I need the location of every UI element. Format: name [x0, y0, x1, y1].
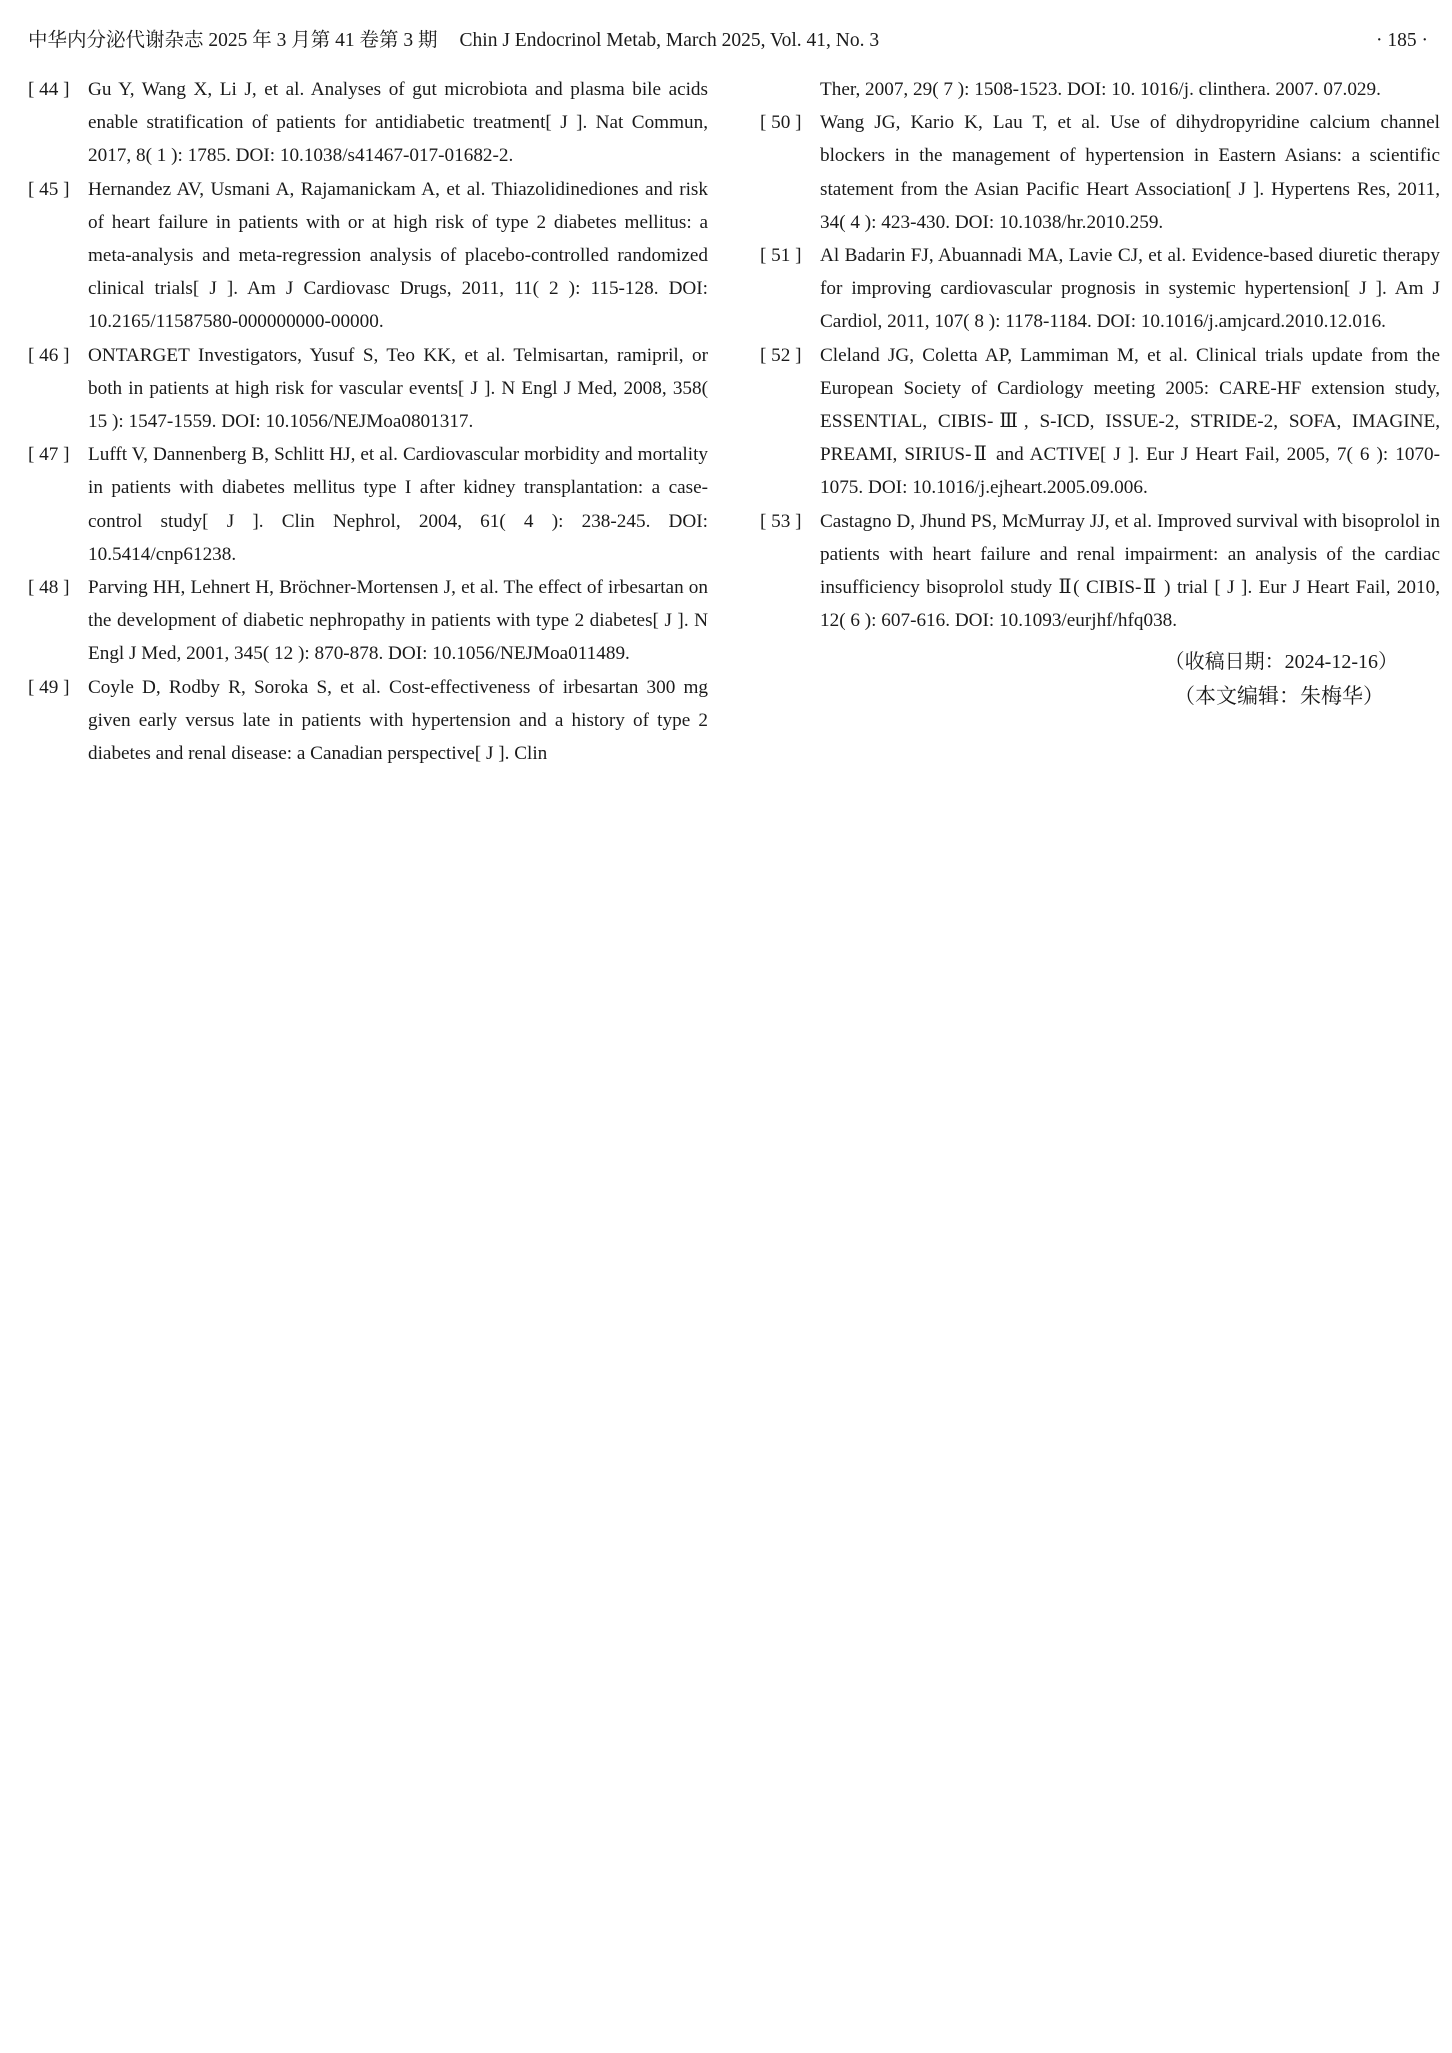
reference-number: [ 50 ]: [760, 112, 802, 134]
reference-number: [ 51 ]: [760, 245, 802, 267]
reference-item: [28, 571, 708, 671]
reference-item: [28, 173, 708, 339]
reference-text: Cleland JG, Coletta AP, Lammiman M, et al. Clinical trials update from the European Society of Cardiology meeting 2005: CARE-HF extension study, ESSENTIAL, CIBIS-Ⅲ, S-ICD, ISSUE-2, STRIDE-2, SOFA, IMAGINE, PREAMI, SIRIUS-Ⅱ and ACTIVE[ J ]. Eur J Heart Fail, 2005, 7( 6 ): 1070-1075. DOI: 10.1016/j.ejheart.2005.09.006.: [820, 344, 1440, 499]
reference-text: Wang JG, Kario K, Lau T, et al. Use of dihydropyridine calcium channel blockers in the management of hypertension in Eastern Asians: a scientific statement from the Asian Pacific Heart Association[ J ]. Hypertens Res, 2011, 34( 4 ): 423-430. DOI: 10.1038/hr.2010.259.: [820, 112, 1440, 233]
reference-text: Gu Y, Wang X, Li J, et al. Analyses of gut microbiota and plasma bile acids enable stratification of patients for antidiabetic treatment[ J ]. Nat Commun, 2017, 8( 1 ): 1785. DOI: 10.1038/s41467-017-01682-2.: [88, 79, 708, 167]
reference-item: [28, 73, 708, 173]
reference-number: [ 49 ]: [28, 676, 70, 698]
reference-number: [ 48 ]: [28, 577, 70, 599]
reference-text: Parving HH, Lehnert H, Bröchner-Mortensen J, et al. The effect of irbesartan on the development of diabetic nephropathy in patients with type 2 diabetes[ J ]. N Engl J Med, 2001, 345( 12 ): 870-878. DOI: 10.1056/NEJMoa011489.: [88, 577, 708, 665]
reference-item: [760, 339, 1440, 505]
reference-column-right: [760, 73, 1440, 713]
reference-number: [ 45 ]: [28, 178, 70, 200]
reference-continuation: Ther, 2007, 29( 7 ): 1508-1523. DOI: 10. 1016/j. clinthera. 2007. 07.029.: [820, 79, 1381, 100]
reference-number: [ 46 ]: [28, 344, 70, 366]
reference-text: ONTARGET Investigators, Yusuf S, Teo KK, et al. Telmisartan, ramipril, or both in patients at high risk for vascular events[ J ]. N Engl J Med, 2008, 358( 15 ): 1547-1559. DOI: 10.1056/NEJMoa0801317.: [88, 344, 708, 433]
reference-column-left: [28, 73, 708, 770]
received-date: （收稿日期：2024-12-16）: [1164, 651, 1398, 674]
reference-text: Coyle D, Rodby R, Soroka S, et al. Cost-effectiveness of irbesartan 300 mg given early versus late in patients with hypertension and a history of type 2 diabetes and renal disease: a Canadian perspective[ J ]. Clin: [88, 676, 708, 765]
reference-item: [28, 671, 708, 771]
reference-number: [ 53 ]: [760, 510, 802, 532]
reference-text: Al Badarin FJ, Abuannadi MA, Lavie CJ, et al. Evidence-based diuretic therapy for improving cardiovascular prognosis in systemic hypertension[ J ]. Am J Cardiol, 2011, 107( 8 ): 1178-1184. DOI: 10.1016/j.amjcard.2010.12.016.: [820, 245, 1440, 333]
reference-text: Lufft V, Dannenberg B, Schlitt HJ, et al. Cardiovascular morbidity and mortality in patients with diabetes mellitus type I after kidney transplantation: a case-control study[ J ]. Clin Nephrol, 2004, 61( 4 ): 238-245. DOI: 10.5414/cnp61238.: [88, 444, 708, 565]
reference-text: Hernandez AV, Usmani A, Rajamanickam A, et al. Thiazolidinediones and risk of heart failure in patients with or at high risk of type 2 diabetes mellitus: a meta-analysis and meta-regression analysis of placebo-controlled randomized clinical trials[ J ]. Am J Cardiovasc Drugs, 2011, 11( 2 ): 115-128. DOI: 10.2165/11587580-000000000-00000.: [88, 178, 708, 333]
journal-title-en: Chin J Endocrinol Metab, March 2025, Vol. 41, No. 3: [459, 30, 880, 51]
journal-title-cn: 中华内分泌代谢杂志 2025 年 3 月第 41 卷第 3 期: [28, 30, 438, 51]
reference-number: [ 44 ]: [28, 79, 70, 100]
reference-number: [ 47 ]: [28, 444, 70, 466]
reference-item: [760, 239, 1440, 339]
page-number: · 185 ·: [1376, 30, 1428, 51]
running-header: [28, 26, 1428, 56]
reference-item: [760, 505, 1440, 638]
reference-item: [760, 106, 1440, 239]
reference-item: [28, 339, 708, 439]
reference-text: Castagno D, Jhund PS, McMurray JJ, et al. Improved survival with bisoprolol in patients with heart failure and renal impairment: an analysis of the cardiac insufficiency bisoprolol study Ⅱ( CIBIS-Ⅱ ) trial [ J ]. Eur J Heart Fail, 2010, 12( 6 ): 607-616. DOI: 10.1093/eurjhf/hfq038.: [820, 510, 1440, 632]
editor-credit: （本文编辑：朱梅华）: [1174, 684, 1384, 709]
reference-item: [28, 438, 708, 571]
reference-number: [ 52 ]: [760, 344, 802, 366]
